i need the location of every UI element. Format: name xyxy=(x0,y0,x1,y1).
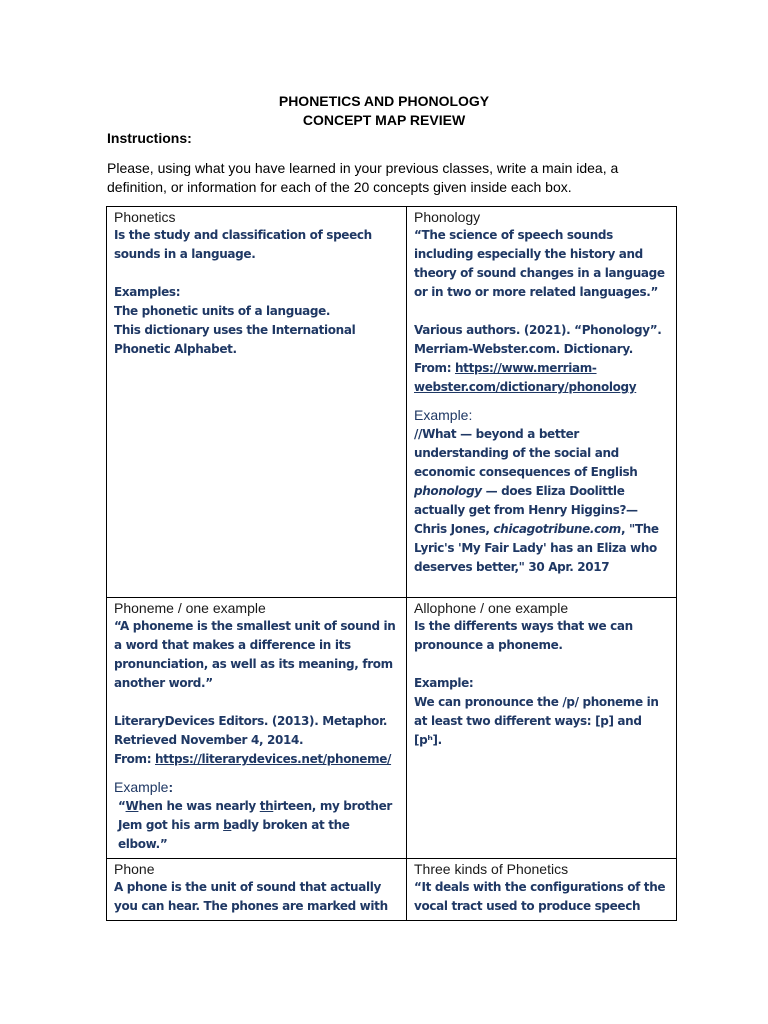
phoneme-source-link-line xyxy=(114,750,400,769)
phonology-example-text xyxy=(414,425,670,520)
cell-heading: Allophone / one example xyxy=(414,600,569,616)
document-title-line-2: CONCEPT MAP REVIEW xyxy=(302,112,466,128)
cell-heading: Phonology xyxy=(414,209,481,225)
cell-heading: Phoneme / one example xyxy=(114,600,266,616)
concept-map-table xyxy=(106,206,677,921)
phoneme-example-sentence xyxy=(114,797,400,854)
example-colon: : xyxy=(168,779,174,795)
from-label: From: xyxy=(414,361,455,375)
phonetics-examples-label: Examples: xyxy=(114,285,181,299)
phoneme-source-link[interactable]: https://literarydevices.net/phoneme/ xyxy=(154,752,392,766)
instructions-text: Please, using what you have learned in your previous classes, write a main idea, a definition, or information for each of the 20 concepts given inside each box. xyxy=(107,160,619,195)
cell-heading: Three kinds of Phonetics xyxy=(414,861,569,877)
example-text-part: — does Eliza Doolittle actually get from Henry Higgins?— xyxy=(414,484,638,517)
source-site: chicagotribune.com xyxy=(493,522,621,536)
example-label: Example xyxy=(114,779,169,795)
allophone-example-text: We can pronounce the /p/ phoneme in at least two different ways: [p] and [pʰ]. xyxy=(414,695,659,747)
underlined-sound: J xyxy=(118,818,123,832)
source-details: , "The Lyric's 'My Fair Lady' has an Eliza who deserves better," 30 Apr. 2017 xyxy=(414,522,659,574)
three-kinds-definition: “It deals with the configurations of the vocal tract used to produce speech xyxy=(414,880,666,913)
cell-phonology xyxy=(407,207,677,598)
sentence-part: adly broken at the elbow.” xyxy=(118,818,350,851)
phonetics-example-2: This dictionary uses the International Phonetic Alphabet. xyxy=(114,323,356,356)
table-row xyxy=(107,598,677,859)
source-author: Chris Jones, xyxy=(414,522,494,536)
cell-phoneme xyxy=(107,598,407,859)
table-row xyxy=(107,859,677,921)
underlined-sound: b xyxy=(223,818,232,832)
phonology-citation: Various authors. (2021). “Phonology”. Merriam-Webster.com. Dictionary. xyxy=(414,323,662,356)
phonology-definition: “The science of speech sounds including especially the history and theory of sound changes in a language or in two or more related languages.” xyxy=(414,228,665,299)
phone-definition: A phone is the unit of sound that actually you can hear. The phones are marked with xyxy=(114,880,388,913)
cell-allophone xyxy=(407,598,677,859)
allophone-example-label: Example: xyxy=(414,676,474,690)
instructions-label: Instructions: xyxy=(107,130,192,146)
example-italic-term: phonology xyxy=(414,484,482,498)
cell-three-kinds-of-phonetics xyxy=(407,859,677,921)
phoneme-example-label xyxy=(114,778,400,797)
example-text-part: //What — beyond a better understanding of the social and economic consequences of English xyxy=(414,427,638,479)
cell-phonetics xyxy=(107,207,407,598)
phonology-example-source xyxy=(414,520,670,577)
allophone-definition: Is the differents ways that we can pronounce a phoneme. xyxy=(414,619,633,652)
phoneme-definition: “A phoneme is the smallest unit of sound in a word that makes a difference in its pronunciation, as well as its meaning, from another word.” xyxy=(114,619,396,690)
table-row xyxy=(107,207,677,598)
phonetics-example-1: The phonetic units of a language. xyxy=(114,304,331,318)
phonology-source-link[interactable]: https://www.merriam-webster.com/dictionary/phonology xyxy=(414,361,637,394)
phonetics-definition: Is the study and classification of speech sounds in a language. xyxy=(114,228,372,261)
from-label: From: xyxy=(114,752,155,766)
phonology-source-link-line xyxy=(414,359,670,397)
phonology-example-label: Example: xyxy=(414,407,473,423)
underlined-sound: W xyxy=(125,799,139,813)
document-title-line-1: PHONETICS AND PHONOLOGY xyxy=(278,93,490,109)
quote-mark: “ xyxy=(118,799,126,813)
sentence-part: em got his arm xyxy=(122,818,224,832)
phoneme-citation: LiteraryDevices Editors. (2013). Metaphor. Retrieved November 4, 2014. xyxy=(114,714,388,747)
underlined-sound: th xyxy=(259,799,274,813)
cell-heading: Phonetics xyxy=(114,209,176,225)
cell-heading: Phone xyxy=(114,861,155,877)
cell-phone xyxy=(107,859,407,921)
sentence-part: hen he was nearly xyxy=(138,799,260,813)
sentence-part: irteen, my brother xyxy=(273,799,392,813)
